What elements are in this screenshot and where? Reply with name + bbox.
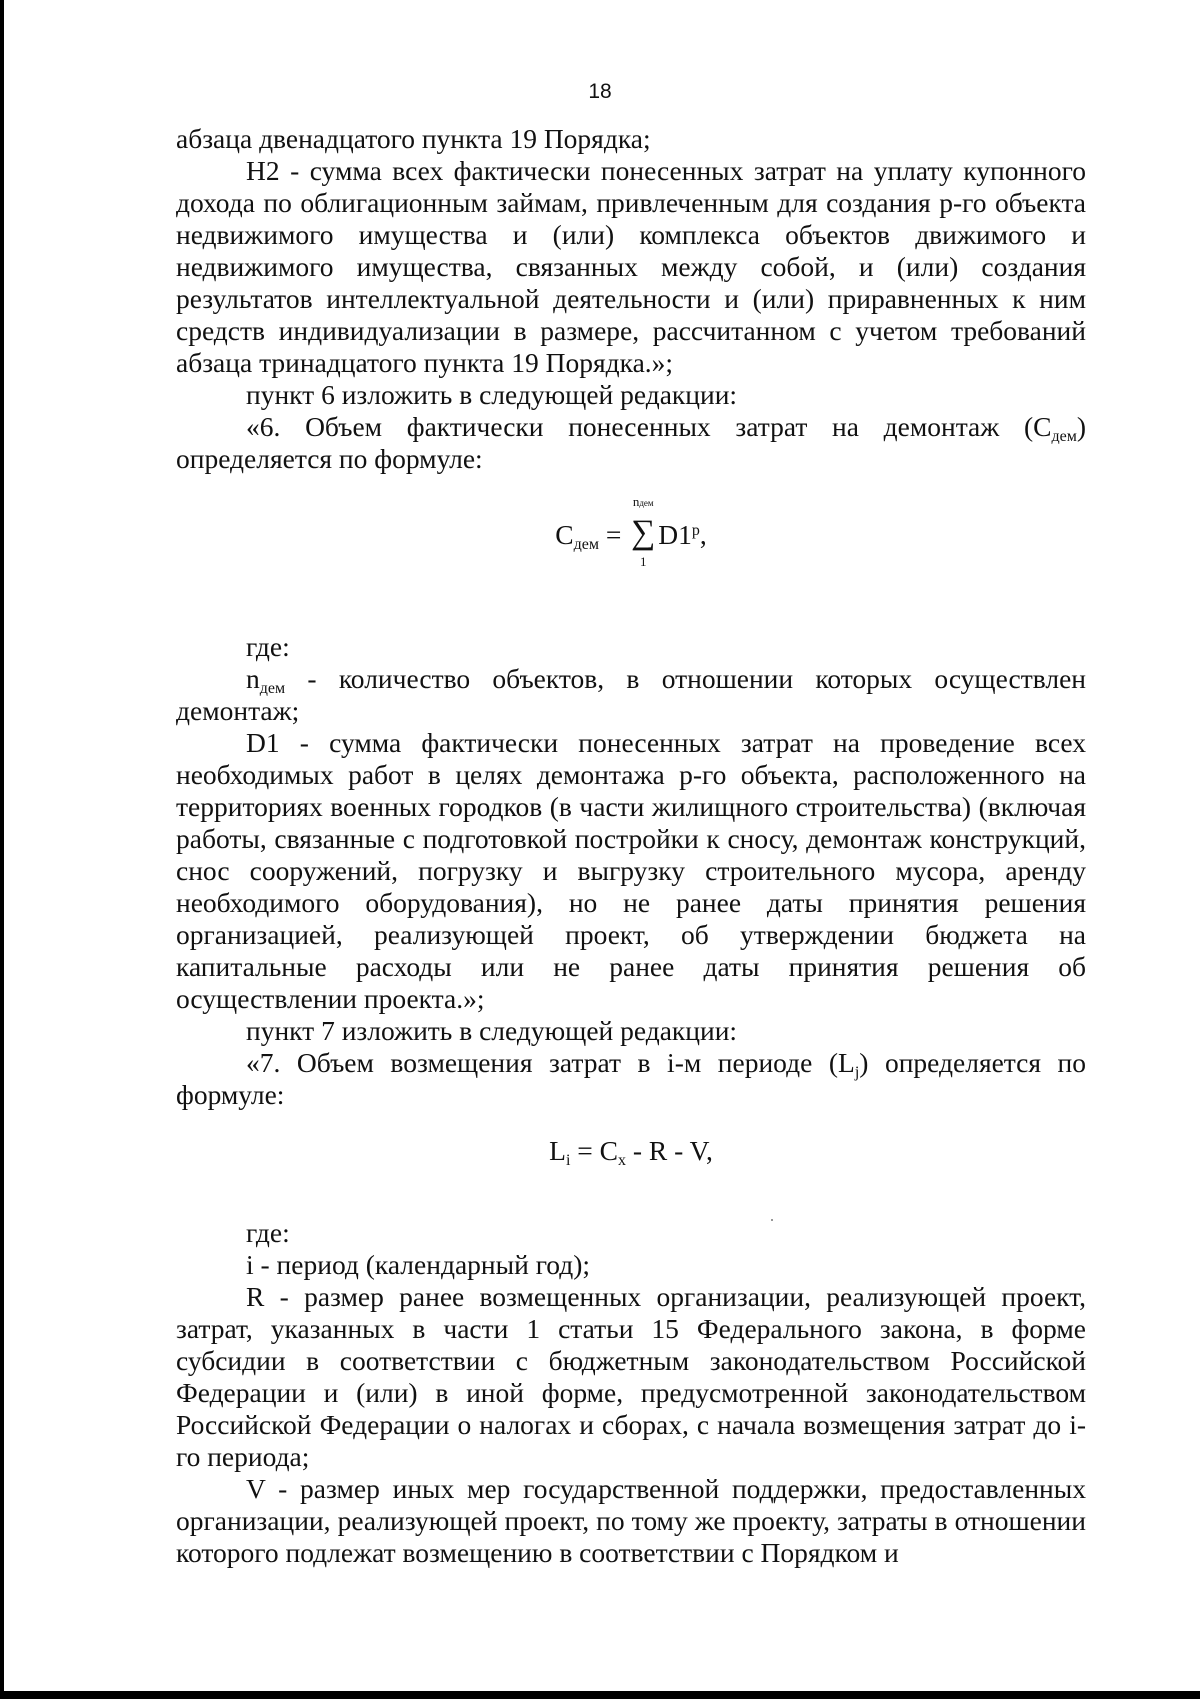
- paragraph-r-definition: R - размер ранее возмещенных организации, реализующей проект, затрат, указанных в части 1 статьи 15 Федерального закона, в форме субсидии в соответствии с бюджетным законодательством Российской Федерации и (или) в иной форме, предусмотренной законодательством Российской Федерации о налогах и сборах, с начала возмещения затрат до i-го периода;: [176, 1281, 1086, 1472]
- scan-left-edge: [0, 0, 4, 1699]
- formula1-sum-lower: 1: [639, 554, 647, 569]
- item-6-text-start: «6. Объем фактически понесенных затрат на демонтаж (С: [246, 411, 1052, 442]
- formula1-lhs: $С_{дем}$: [555, 519, 599, 553]
- formula1-sum: [628, 495, 658, 575]
- paragraph-where-1: где:: [246, 631, 290, 662]
- paragraph-item-6-intro: пункт 6 изложить в следующей редакции:: [246, 379, 738, 410]
- formula-demolition-costs: [176, 495, 1086, 583]
- paragraph-item-6-text: [176, 411, 1086, 475]
- formula1-term: D1$^p$,: [658, 519, 707, 550]
- paragraph-i-definition: i - период (календарный год);: [246, 1249, 591, 1280]
- item-6-text-end: ) определяется по формуле:: [176, 411, 1086, 474]
- paragraph-where-2: где:: [246, 1217, 290, 1248]
- paragraph-continuation: абзаца двенадцатого пункта 19 Порядка;: [176, 123, 651, 154]
- formula-compensation: $L_i = C_x - R - V$,: [549, 1135, 713, 1169]
- paragraph-d1-definition: D1 - сумма фактически понесенных затрат на проведение всех необходимых работ в целях демонтажа p-го объекта, расположенного на территориях военных городков (в части жилищного строительства) (включая работы, связанные с подготовкой постройки к сносу, демонтаж конструкций, снос сооружений, погрузку и выгрузку строительного мусора, аренду необходимого оборудования), но не ранее даты принятия решения организацией, реализующей проект, об утверждении бюджета на капитальные расходы или не ранее даты принятия решения об осуществлении проекта.»;: [176, 727, 1086, 1014]
- scan-bottom-edge: [0, 1691, 1200, 1699]
- page-number: 18: [588, 80, 612, 103]
- formula1-equals: =: [598, 519, 629, 550]
- paragraph-item-7-intro: пункт 7 изложить в следующей редакции:: [246, 1015, 738, 1046]
- paragraph-n-dem-definition: $n_{дем}$ - количество объектов, в отношении которых осуществлен демонтаж;: [176, 663, 1086, 726]
- formula1-sum-upper: nдем: [632, 494, 654, 509]
- document-body: [176, 123, 1086, 1569]
- sigma-icon: ∑: [631, 514, 656, 551]
- item-6-subscript: дем: [1051, 428, 1077, 445]
- paragraph-v-definition: V - размер иных мер государственной поддержки, предоставленных организации, реализующей проект, по тому же проекту, затраты в отношении которого подлежат возмещению в соответствии с Порядком и: [176, 1473, 1086, 1568]
- paragraph-item-7-text: «7. Объем возмещения затрат в i-м периоде $(L_j)$ определяется по формуле:: [176, 1047, 1087, 1110]
- paragraph-n2-definition: Н2 - сумма всех фактически понесенных затрат на уплату купонного дохода по облигационным займам, привлеченным для создания p-го объекта недвижимого имущества и (или) комплекса объектов движимого и недвижимого имущества, связанных между собой, и (или) создания результатов интеллектуальной деятельности и (или) приравненных к ним средств индивидуализации в размере, рассчитанном с учетом требований абзаца тринадцатого пункта 19 Порядка.»;: [176, 155, 1086, 378]
